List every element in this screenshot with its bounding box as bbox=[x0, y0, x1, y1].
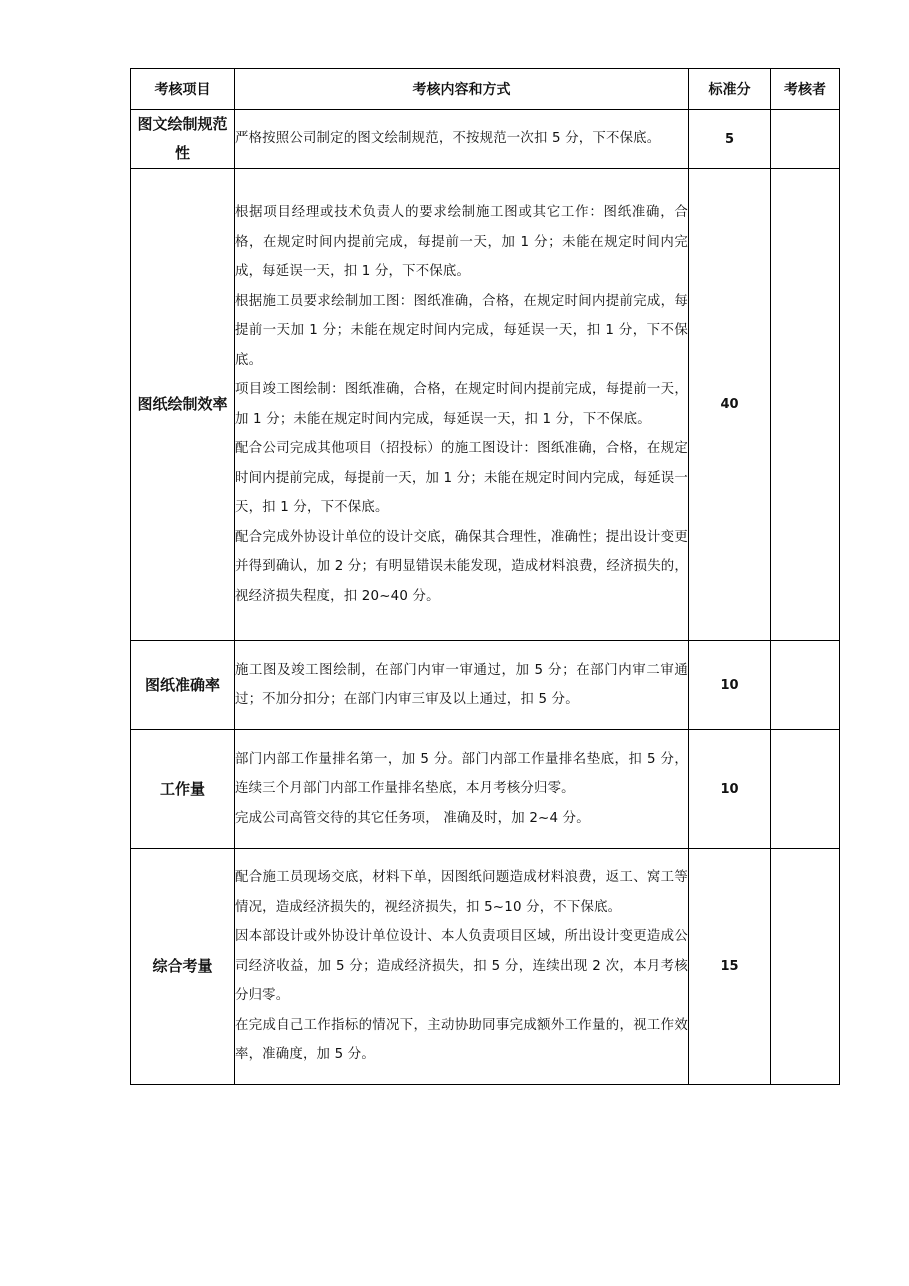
content-paragraph: 配合公司完成其他项目（招投标）的施工图设计：图纸准确，合格，在规定时间内提前完成，每提前一天，加 1 分；未能在规定时间内完成，每延误一天，扣 1 分，下不保底。 bbox=[235, 441, 688, 515]
content-paragraph: 配合施工员现场交底，材料下单，因图纸问题造成材料浪费，返工、窝工等情况，造成经济损失的，视经济损失，扣 5~10 分，不下保底。 bbox=[235, 870, 688, 915]
content-paragraph: 在完成自己工作指标的情况下，主动协助同事完成额外工作量的，视工作效率，准确度，加 5 分。 bbox=[235, 1017, 688, 1063]
row-content bbox=[235, 641, 689, 730]
content-paragraph: 部门内部工作量排名第一，加 5 分。部门内部工作量排名垫底，扣 5 分，连续三个月部门内部工作量排名垫底，本月考核分归零。 bbox=[235, 751, 688, 797]
row-item-label: 综合考量 bbox=[131, 849, 235, 1085]
assessment-table bbox=[130, 68, 840, 1085]
row-rater bbox=[771, 849, 840, 1085]
header-content: 考核内容和方式 bbox=[235, 69, 689, 110]
content-paragraph: 施工图及竣工图绘制，在部门内审一审通过，加 5 分；在部门内审二审通过；不加分扣分；在部门内审三审及以上通过，扣 5 分。 bbox=[235, 662, 688, 707]
row-content bbox=[235, 169, 689, 641]
row-item-label: 工作量 bbox=[131, 730, 235, 849]
table-row bbox=[131, 641, 840, 730]
content-paragraph: 项目竣工图绘制：图纸准确，合格，在规定时间内提前完成，每提前一天，加 1 分；未能在规定时间内完成，每延误一天，扣 1 分，下不保底。 bbox=[235, 382, 688, 427]
row-content bbox=[235, 110, 689, 169]
table-row bbox=[131, 849, 840, 1085]
row-item-label: 图纸绘制效率 bbox=[131, 169, 235, 641]
row-score: 5 bbox=[689, 110, 771, 169]
row-item-label: 图文绘制规范性 bbox=[131, 110, 235, 169]
table-row bbox=[131, 110, 840, 169]
header-item: 考核项目 bbox=[131, 69, 235, 110]
row-score: 40 bbox=[689, 169, 771, 641]
row-score: 10 bbox=[689, 730, 771, 849]
header-rater: 考核者 bbox=[771, 69, 840, 110]
row-rater bbox=[771, 641, 840, 730]
row-content bbox=[235, 849, 689, 1085]
table-row bbox=[131, 730, 840, 849]
row-item-label: 图纸准确率 bbox=[131, 641, 235, 730]
content-paragraph: 根据施工员要求绘制加工图：图纸准确，合格，在规定时间内提前完成，每提前一天加 1 分；未能在规定时间内完成，每延误一天，扣 1 分，下不保底。 bbox=[235, 293, 688, 368]
content-paragraph: 完成公司高管交待的其它任务项， 准确及时，加 2~4 分。 bbox=[235, 810, 590, 826]
content-paragraph: 严格按照公司制定的图文绘制规范，不按规范一次扣 5 分，下不保底。 bbox=[235, 131, 661, 147]
row-rater bbox=[771, 110, 840, 169]
row-rater bbox=[771, 730, 840, 849]
row-score: 10 bbox=[689, 641, 771, 730]
table-row bbox=[131, 169, 840, 641]
content-paragraph: 配合完成外协设计单位的设计交底，确保其合理性，准确性；提出设计变更并得到确认，加 2 分；有明显错误未能发现，造成材料浪费，经济损失的，视经济损失程度，扣 20~40 分。 bbox=[235, 529, 688, 604]
content-paragraph: 根据项目经理或技术负责人的要求绘制施工图或其它工作：图纸准确，合格，在规定时间内提前完成，每提前一天，加 1 分；未能在规定时间内完成，每延误一天，扣 1 分，下不保底。 bbox=[235, 205, 688, 279]
content-paragraph: 因本部设计或外协设计单位设计、本人负责项目区域，所出设计变更造成公司经济收益，加 5 分；造成经济损失，扣 5 分，连续出现 2 次，本月考核分归零。 bbox=[235, 929, 688, 1004]
row-score: 15 bbox=[689, 849, 771, 1085]
table-header-row bbox=[131, 69, 840, 110]
row-rater bbox=[771, 169, 840, 641]
row-content bbox=[235, 730, 689, 849]
header-score: 标准分 bbox=[689, 69, 771, 110]
